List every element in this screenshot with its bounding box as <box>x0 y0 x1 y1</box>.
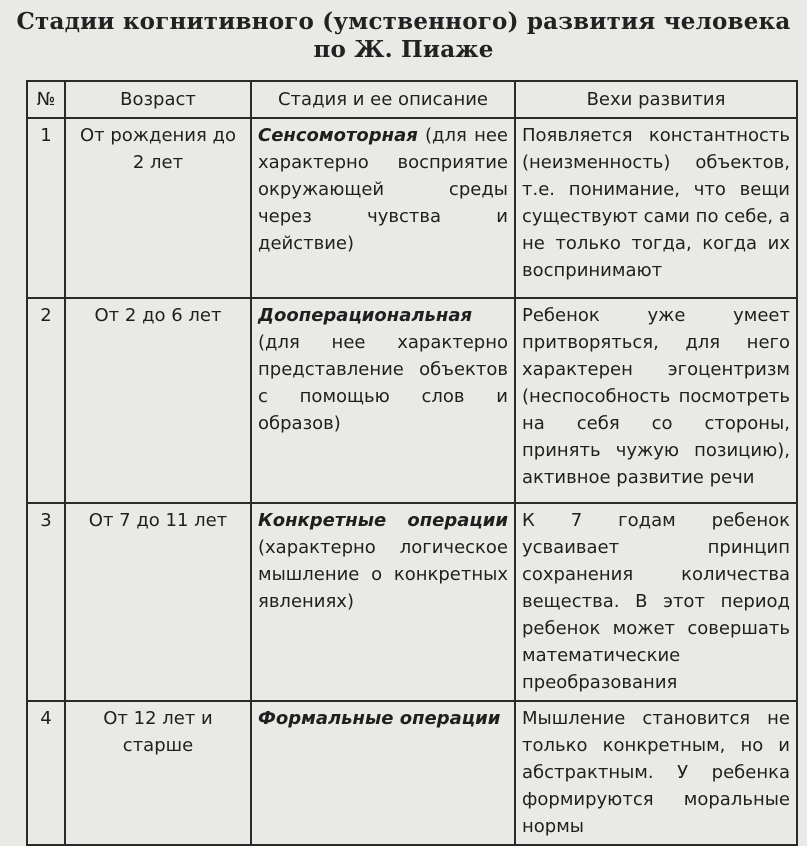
stage-cell <box>251 298 515 503</box>
milestones-cell: Мышление становится не только конкретным, но и абстрактным. У ребенка формируются моральные нормы <box>515 701 797 845</box>
header-age: Возраст <box>65 81 251 118</box>
header-stage: Стадия и ее описание <box>251 81 515 118</box>
stage-description: (для нее характерно восприятие окружающей среды через чувства и действие) <box>258 125 508 254</box>
row-number: 4 <box>27 701 65 845</box>
milestones-cell: К 7 годам ребенок усваивает принцип сохранения количества вещества. В этот период ребенок может совершать математические преобразования <box>515 503 797 701</box>
title-line-1: Стадии когнитивного (умственного) развития человека <box>16 8 791 35</box>
table-row <box>27 118 797 298</box>
row-number: 2 <box>27 298 65 503</box>
stage-cell <box>251 701 515 845</box>
header-num: № <box>27 81 65 118</box>
stage-description: (для нее характерно представление объектов с помощью слов и образов) <box>258 332 508 434</box>
stage-cell <box>251 118 515 298</box>
age-cell: От 12 лет и старше <box>65 701 251 845</box>
document-title <box>0 8 807 64</box>
stage-name: Формальные операции <box>258 708 501 729</box>
title-line-2: по Ж. Пиаже <box>313 36 494 63</box>
stage-description: (характерно логическое мышление о конкретных явлениях) <box>258 537 508 612</box>
stage-name: Конкретные операции <box>258 510 508 531</box>
table-row <box>27 701 797 845</box>
table-row <box>27 503 797 701</box>
row-number: 3 <box>27 503 65 701</box>
age-cell: От рождения до 2 лет <box>65 118 251 298</box>
header-row <box>27 81 797 118</box>
stage-name: Дооперациональная <box>258 305 473 326</box>
header-milestones: Вехи развития <box>515 81 797 118</box>
milestones-cell: Появляется константность (неизменность) объектов, т.е. понимание, что вещи существуют сами по себе, а не только тогда, когда их воспринимают <box>515 118 797 298</box>
stage-cell <box>251 503 515 701</box>
table-row <box>27 298 797 503</box>
milestones-cell: Ребенок уже умеет притворяться, для него характерен эгоцентризм (неспособность посмотреть на себя со стороны, принять чужую позицию), активное развитие речи <box>515 298 797 503</box>
age-cell: От 7 до 11 лет <box>65 503 251 701</box>
age-cell: От 2 до 6 лет <box>65 298 251 503</box>
piaget-stages-table <box>26 80 798 846</box>
row-number: 1 <box>27 118 65 298</box>
stage-name: Сенсомоторная <box>258 125 418 146</box>
